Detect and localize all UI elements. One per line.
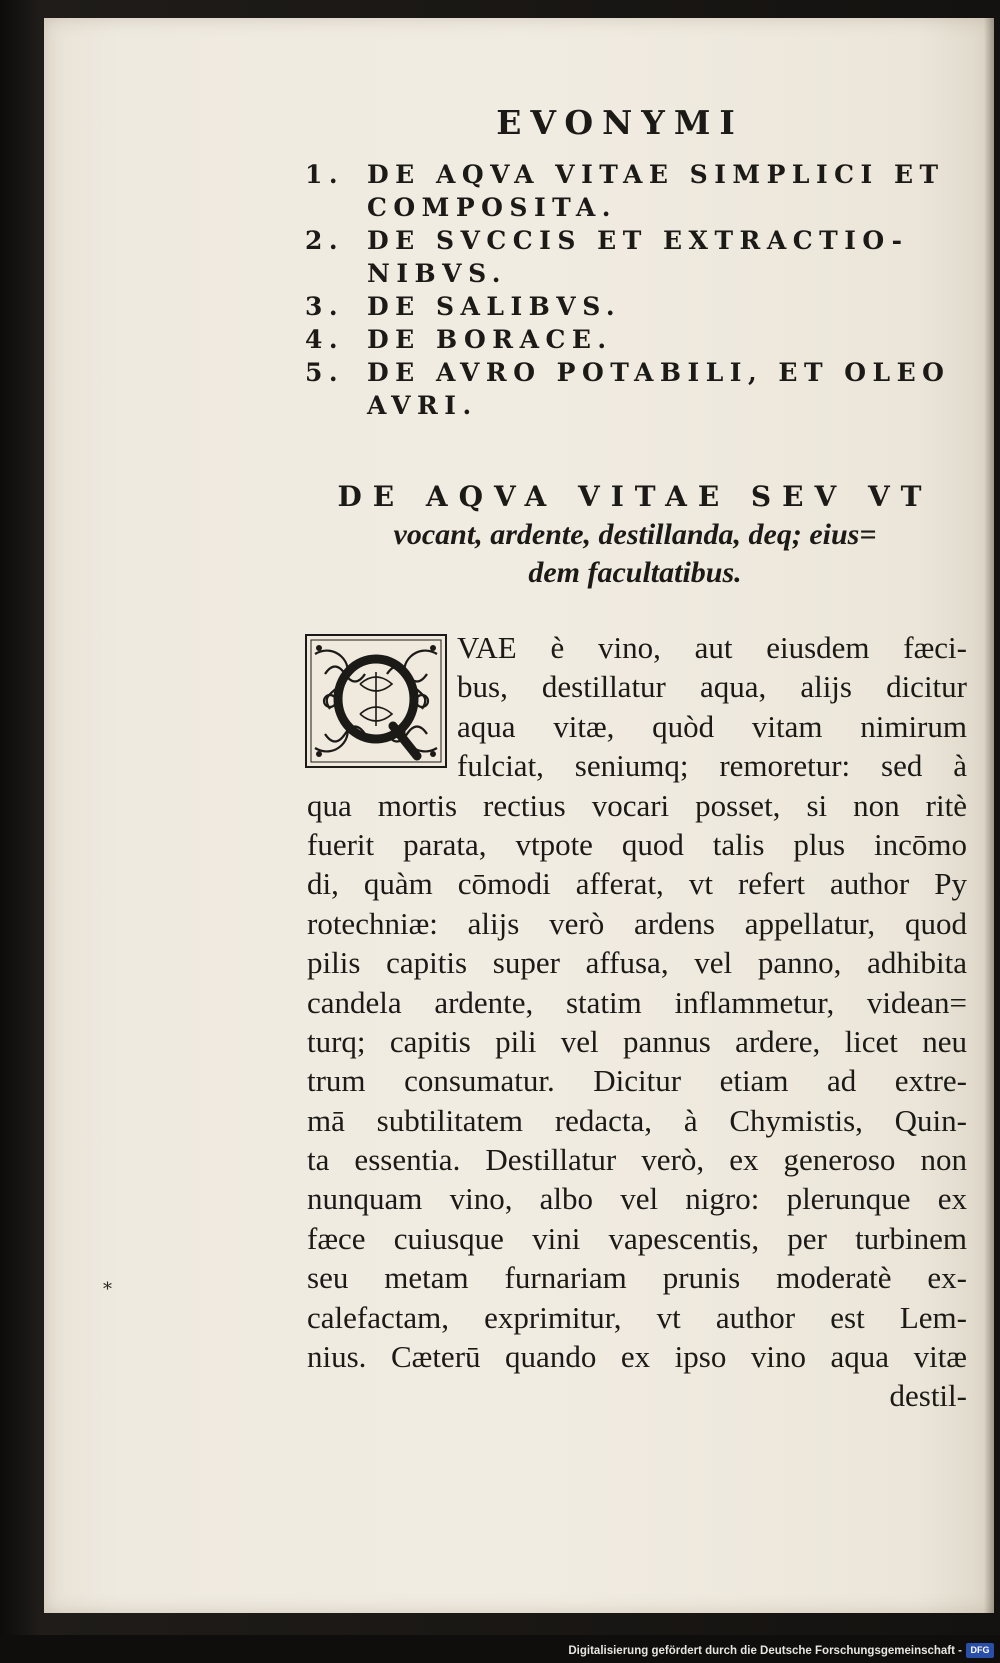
contents-list [305, 158, 965, 422]
page-edge-shadow [984, 18, 994, 1613]
contents-number: 3. [305, 292, 345, 321]
body-text [307, 628, 967, 1416]
body-line: candela ardente, statim inflammetur, videan= [307, 984, 967, 1020]
catchword: destil- [889, 1378, 967, 1414]
contents-item [305, 356, 965, 422]
body-line: VAE è vino, aut eiusdem fæci- [457, 630, 967, 665]
chapter-heading-caps: DE AQVA VITAE SEV VT [337, 480, 933, 513]
contents-line: DE AQVA VITAE SIMPLICI ET [367, 160, 945, 189]
body-line: seu metam furnariam prunis moderatè ex- [307, 1260, 967, 1296]
contents-number: 2. [305, 226, 345, 255]
body-line: fuerit parata, vtpote quod talis plus incōmo [307, 826, 967, 862]
contents-line: DE SALIBVS. [367, 292, 622, 321]
contents-number: 5. [305, 358, 345, 387]
body-line: bus, destillatur aqua, alijs dicitur [457, 669, 967, 705]
margin-mark: * [103, 1279, 112, 1300]
footer-bar [0, 1635, 1000, 1663]
body-line: di, quàm cōmodi afferat, vt refert author Py [307, 866, 967, 902]
contents-item [305, 290, 965, 323]
contents-line: DE BORACE. [367, 325, 613, 354]
body-line: aqua vitæ, quòd vitam nimirum [457, 708, 967, 744]
contents-item [305, 323, 965, 356]
contents-line: AVRI. [367, 391, 478, 420]
body-line: fæce cuiusque vini vapescentis, per turbinem [307, 1220, 967, 1256]
chapter-heading-italic-2: dem facultatibus. [528, 556, 742, 589]
contents-item [305, 158, 965, 224]
body-line: pilis capitis super affusa, vel panno, adhibita [307, 945, 967, 981]
body-line: turq; capitis pili vel pannus ardere, licet neu [307, 1023, 967, 1059]
body-line: rotechniæ: alijs verò ardens appellatur, quod [307, 905, 967, 941]
body-line: fulciat, seniumq; remoretur: sed à [457, 748, 967, 784]
body-line: ta essentia. Destillatur verò, ex generoso non [307, 1142, 967, 1178]
body-line: calefactam, exprimitur, vt author est Lem- [307, 1299, 967, 1335]
contents-number: 4. [305, 325, 345, 354]
body-line: mā subtilitatem redacta, à Chymistis, Quin- [307, 1102, 967, 1138]
contents-line: NIBVS. [367, 259, 507, 288]
body-line: nunquam vino, albo vel nigro: plerunque ex [307, 1181, 967, 1217]
contents-number: 1. [305, 160, 345, 189]
footer-credit: Digitalisierung gefördert durch die Deutsche Forschungsgemeinschaft - [568, 1645, 962, 1657]
chapter-heading [305, 478, 965, 592]
running-head: EVONYMI [496, 103, 744, 142]
body-line: qua mortis rectius vocari posset, si non ritè [307, 787, 967, 823]
contents-line: DE AVRO POTABILI, ET OLEO [367, 358, 951, 387]
contents-line: DE SVCCIS ET EXTRACTIO- [367, 226, 909, 255]
body-line: nius. Cæterū quando ex ipso vino aqua vitæ [307, 1339, 967, 1375]
body-line: trum consumatur. Dicitur etiam ad extre- [307, 1063, 967, 1099]
contents-line: COMPOSITA. [367, 193, 618, 222]
chapter-heading-italic-1: vocant, ardente, destillanda, deq; eius= [393, 518, 877, 551]
contents-item [305, 224, 965, 290]
dfg-logo-icon: DFG [966, 1643, 994, 1658]
